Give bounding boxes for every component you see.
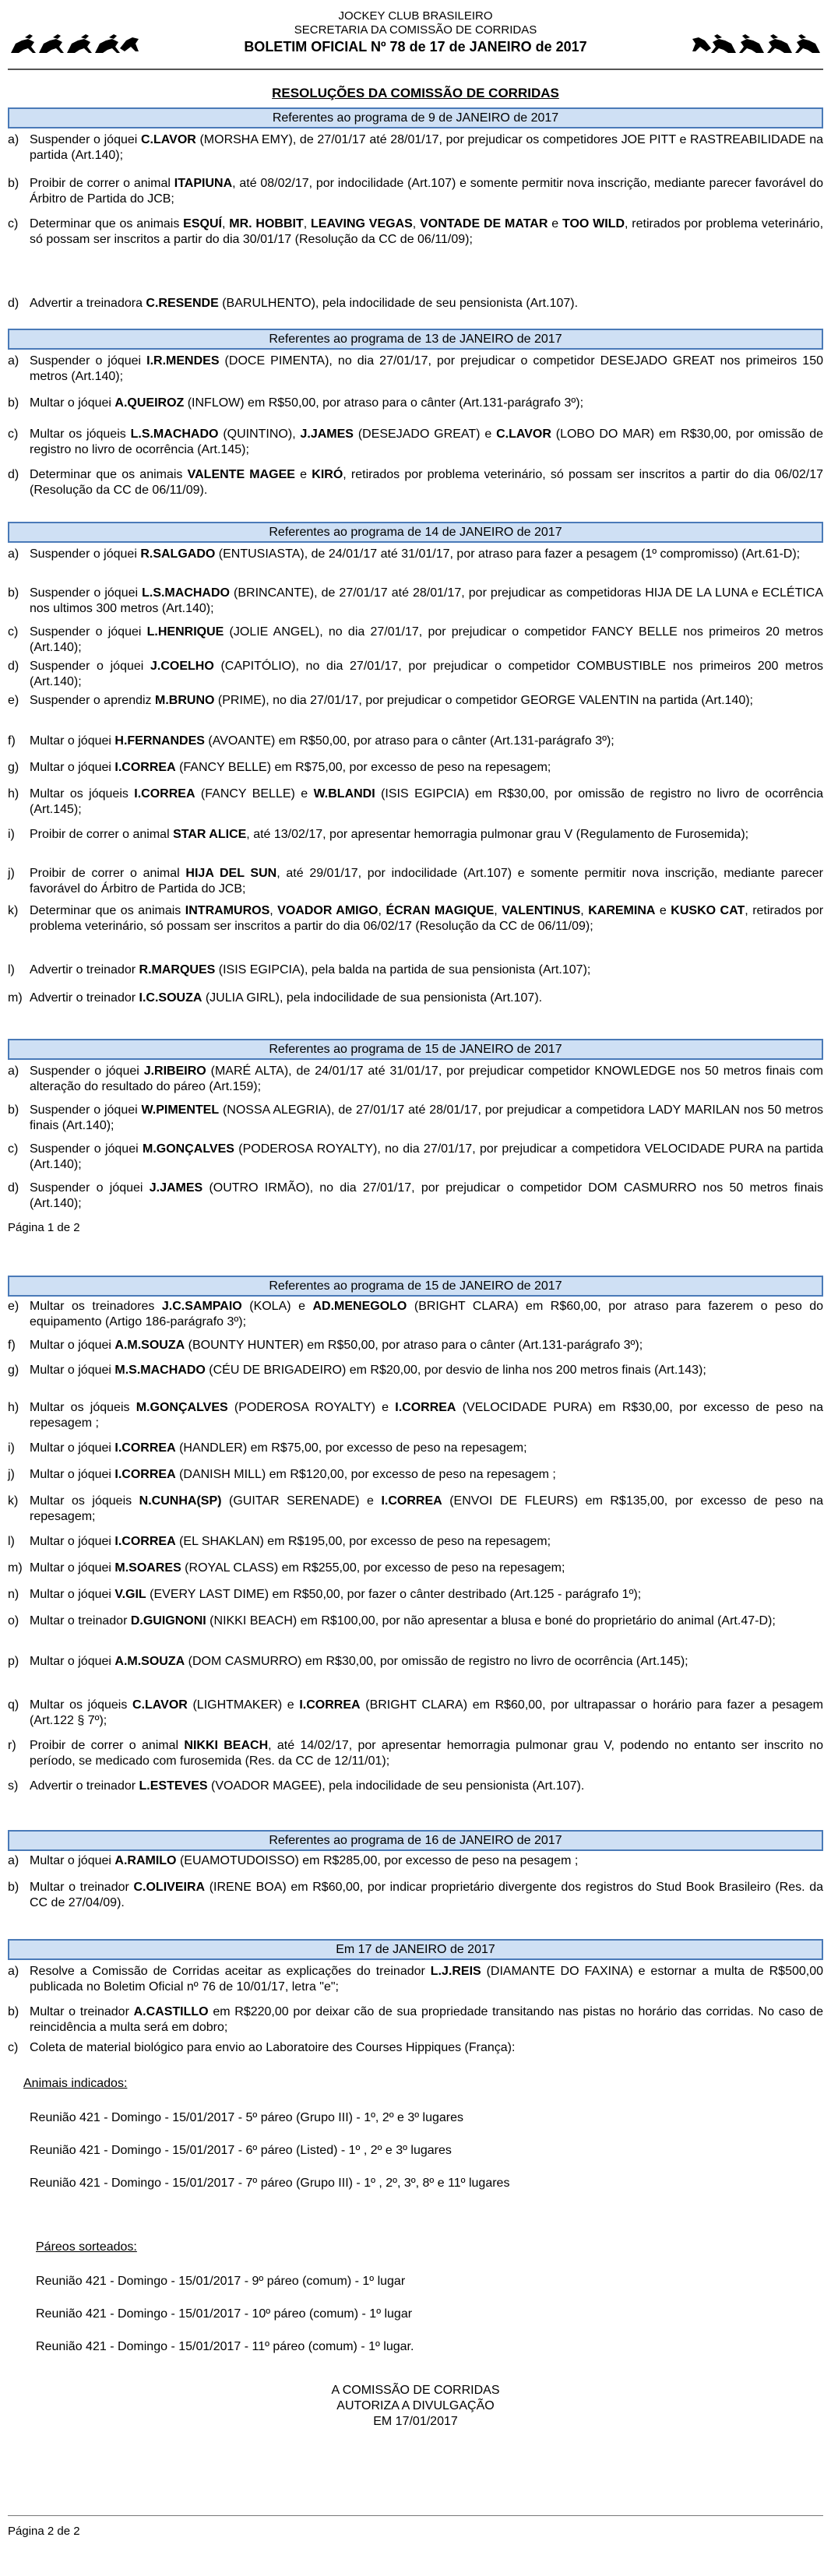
item-label: l)	[8, 1535, 15, 1548]
header-line-2: SECRETARIA DA COMISSÃO DE CORRIDAS	[294, 23, 537, 37]
item-text: Suspender o aprendiz M.BRUNO (PRIME), no dia 27/01/17, por prejudicar o competidor GEORGE VALENTIN na partida (Art.140);	[30, 694, 753, 707]
program-band-17: Em 17 de JANEIRO de 2017	[8, 1939, 823, 1960]
resolution-item	[8, 547, 823, 562]
closing-line-2: AUTORIZA A DIVULGAÇÃO	[336, 2399, 495, 2412]
resolution-item	[8, 1561, 823, 1576]
item-label: a)	[8, 1065, 19, 1078]
item-label: g)	[8, 761, 19, 774]
resolution-item	[8, 467, 823, 498]
item-text: Proibir de correr o animal ITAPIUNA, até 08/02/17, por indocilidade (Art.107) e somente permitir nova inscrição, mediante parecer favorável do Árbitro de Partida do JCB;	[30, 177, 823, 206]
resolution-item	[8, 1142, 823, 1173]
item-label: p)	[8, 1655, 19, 1668]
resolution-item	[8, 1181, 823, 1212]
item-text: Suspender o jóquei L.HENRIQUE (JOLIE ANGEL), no dia 27/01/17, por prejudicar o competidor FANCY BELLE nos primeiros 20 metros (Art.140);	[30, 625, 823, 654]
item-text: Multar o treinador C.OLIVEIRA (IRENE BOA) em R$60,00, por indicar proprietário divergente dos registros do Stud Book Brasileiro (Res. da CC de 27/04/09).	[30, 1881, 824, 1909]
item-text: Multar o jóquei I.CORREA (HANDLER) em R$75,00, por excesso de peso na repesagem;	[30, 1441, 527, 1455]
item-label: k)	[8, 904, 19, 917]
program-band-13: Referentes ao programa de 13 de JANEIRO de 2017	[8, 329, 823, 350]
program-band-9: Referentes ao programa de 9 de JANEIRO de 2017	[8, 107, 823, 128]
resolution-item	[8, 132, 823, 164]
item-label: d)	[8, 660, 19, 673]
item-label: a)	[8, 133, 19, 146]
page-2	[0, 1269, 831, 2576]
item-text: Suspender o jóquei R.SALGADO (ENTUSIASTA), de 24/01/17 até 31/01/17, por atraso para fazer a pesagem (1º compromisso) (Art.61-D);	[30, 547, 801, 561]
resolution-item	[8, 1880, 823, 1911]
program-band-15-a: Referentes ao programa de 15 de JANEIRO de 2017	[8, 1039, 823, 1060]
page-1-number: Página 1 de 2	[8, 1221, 80, 1234]
item-text: Suspender o jóquei L.S.MACHADO (BRINCANTE), de 27/01/17 até 28/01/17, por prejudicar as competidoras HIJA DE LA LUNA e ECLÉTICA nos ultimos 300 metros (Art.140);	[30, 586, 824, 615]
item-text: Advertir o treinador I.C.SOUZA (JULIA GIRL), pela indocilidade de sua pensionista (Art.107).	[30, 991, 543, 1005]
item-text: Multar o jóquei V.GIL (EVERY LAST DIME) em R$50,00, por fazer o cânter destribado (Art.125 - parágrafo 1º);	[30, 1588, 642, 1601]
item-text: Multar o treinador A.CASTILLO em R$220,00 por deixar cão de sua propriedade transitando nas pistas no horário das corridas. No caso de reincidência a multa será em dobro;	[30, 2005, 823, 2034]
item-label: m)	[8, 991, 23, 1005]
resolution-item	[8, 991, 823, 1006]
item-label: j)	[8, 1468, 15, 1481]
resolution-item	[8, 2004, 823, 2036]
resolution-item	[8, 1654, 823, 1670]
item-text: Suspender o jóquei J.JAMES (OUTRO IRMÃO), no dia 27/01/17, por prejudicar o competidor DOM CASMURRO nos 50 metros finais (Art.140);	[30, 1181, 824, 1210]
item-label: b)	[8, 1103, 19, 1117]
item-label: j)	[8, 867, 15, 880]
item-text: Suspender o jóquei W.PIMENTEL (NOSSA ALEGRIA), de 27/01/17 até 28/01/17, por prejudicar a competidora LADY MARILAN nos 50 metros finais (Art.140);	[30, 1103, 823, 1132]
resolution-item	[8, 1064, 823, 1095]
pareos-title: Páreos sorteados:	[36, 2240, 137, 2254]
resolution-item	[8, 396, 823, 411]
item-label: b)	[8, 2005, 19, 2018]
item-text: Multar o jóquei H.FERNANDES (AVOANTE) em R$50,00, por atraso para o cânter (Art.131-parágrafo 3º);	[30, 734, 614, 748]
item-text: Determinar que os animais INTRAMUROS, VOADOR AMIGO, ÉCRAN MAGIQUE, VALENTINUS, KAREMINA e KUSKO CAT, retirados por problema veterinário, só possam ser inscritos a partir do dia 06/02/17 (Resolução da CC de 06/11/09);	[30, 904, 824, 933]
item-text: Multar os jóqueis I.CORREA (FANCY BELLE) e W.BLANDI (ISIS EGIPCIA) em R$30,00, por omissão de registro no livro de ocorrência (Art.145);	[30, 787, 824, 816]
item-label: e)	[8, 1300, 19, 1313]
item-label: b)	[8, 586, 19, 600]
resolution-item	[8, 962, 823, 978]
resolution-item	[8, 1853, 823, 1869]
item-label: f)	[8, 734, 16, 748]
item-label: b)	[8, 396, 19, 410]
item-label: o)	[8, 1614, 19, 1628]
pareos-line-1: Reunião 421 - Domingo - 15/01/2017 - 9º páreo (comum) - 1º lugar	[36, 2275, 406, 2288]
item-text: Advertir a treinadora C.RESENDE (BARULHENTO), pela indocilidade de seu pensionista (Art.107).	[30, 297, 579, 310]
resolution-item	[8, 625, 823, 656]
item-text: Multar o jóquei I.CORREA (DANISH MILL) em R$120,00, por excesso de peso na repesagem ;	[30, 1468, 556, 1481]
page-1-content	[8, 0, 823, 1269]
item-text: Multar o jóquei M.S.MACHADO (CÉU DE BRIGADEIRO) em R$20,00, por desvio de linha nos 200 metros finais (Art.143);	[30, 1364, 706, 1377]
item-label: e)	[8, 694, 19, 707]
resolution-item	[8, 427, 823, 458]
item-text: Advertir o treinador L.ESTEVES (VOADOR MAGEE), pela indocilidade de seu pensionista (Art.107).	[30, 1779, 585, 1793]
item-label: i)	[8, 1441, 15, 1455]
resolution-item	[8, 866, 823, 897]
item-text: Multar os jóqueis M.GONÇALVES (PODEROSA ROYALTY) e I.CORREA (VELOCIDADE PURA) em R$30,00, por excesso de peso na repesagem ;	[30, 1401, 824, 1430]
item-text: Multar o jóquei M.SOARES (ROYAL CLASS) em R$255,00, por excesso de peso na repesagem;	[30, 1561, 565, 1575]
resolution-item	[8, 1338, 823, 1353]
item-text: Multar os jóqueis L.S.MACHADO (QUINTINO), J.JAMES (DESEJADO GREAT) e C.LAVOR (LOBO DO MAR) em R$30,00, por omissão de registro no livro de ocorrência (Art.145);	[30, 428, 823, 456]
animais-line-2: Reunião 421 - Domingo - 15/01/2017 - 6º páreo (Listed) - 1º , 2º e 3º lugares	[30, 2144, 452, 2157]
resolution-item	[8, 1587, 823, 1603]
item-label: d)	[8, 468, 19, 481]
animais-line-1: Reunião 421 - Domingo - 15/01/2017 - 5º páreo (Grupo III) - 1º, 2º e 3º lugares	[30, 2111, 464, 2124]
item-label: c)	[8, 217, 19, 231]
resolution-item	[8, 760, 823, 776]
item-label: a)	[8, 547, 19, 561]
item-text: Advertir o treinador R.MARQUES (ISIS EGIPCIA), pela balda na partida de sua pensionista (Art.107);	[30, 963, 591, 977]
item-text: Multar os jóqueis C.LAVOR (LIGHTMAKER) e I.CORREA (BRIGHT CLARA) em R$60,00, por ultrapassar o horário para fazer a pesagem (Art.122 § 7º);	[30, 1698, 824, 1727]
item-text: Multar o jóquei A.M.SOUZA (BOUNTY HUNTER) em R$50,00, por atraso para o cânter (Art.131-parágrafo 3º);	[30, 1339, 643, 1352]
item-label: g)	[8, 1364, 19, 1377]
resolution-item	[8, 1534, 823, 1550]
animais-title: Animais indicados:	[23, 2077, 128, 2090]
item-text: Multar o treinador D.GUIGNONI (NIKKI BEACH) em R$100,00, por não apresentar a blusa e boné do proprietário do animal (Art.47-D);	[30, 1614, 776, 1628]
program-band-16: Referentes ao programa de 16 de JANEIRO de 2017	[8, 1830, 823, 1851]
resolution-item	[8, 1614, 823, 1629]
page-1	[0, 0, 831, 1269]
page-2-content	[8, 1269, 823, 2576]
item-text: Proibir de correr o animal STAR ALICE, até 13/02/17, por apresentar hemorragia pulmonar grau V (Regulamento de Furosemida);	[30, 828, 749, 841]
resolution-item	[8, 1964, 823, 1995]
racing-horses-icon	[691, 30, 823, 58]
item-label: h)	[8, 787, 19, 801]
item-label: q)	[8, 1698, 19, 1712]
item-text: Multar os jóqueis N.CUNHA(SP) (GUITAR SERENADE) e I.CORREA (ENVOI DE FLEURS) em R$135,00, por excesso de peso na repesagem;	[30, 1494, 824, 1523]
item-label: a)	[8, 1854, 19, 1867]
resolution-item	[8, 1363, 823, 1378]
item-label: l)	[8, 963, 15, 977]
item-label: a)	[8, 1965, 19, 1978]
item-text: Suspender o jóquei J.RIBEIRO (MARÉ ALTA), de 24/01/17 até 31/01/17, por prejudicar competidor KNOWLEDGE nos 50 metros finais com alteração do resultado do páreo (Art.159);	[30, 1065, 823, 1093]
resolution-item	[8, 216, 823, 248]
pareos-line-2: Reunião 421 - Domingo - 15/01/2017 - 10º páreo (comum) - 1º lugar	[36, 2307, 413, 2321]
item-text: Proibir de correr o animal HIJA DEL SUN, até 29/01/17, por indocilidade (Art.107) e somente permitir nova inscrição, mediante parecer favorável do Árbitro de Partida do JCB;	[30, 867, 823, 896]
resolution-item	[8, 787, 823, 818]
resolution-item	[8, 586, 823, 617]
item-text: Resolve a Comissão de Corridas aceitar as explicações do treinador L.J.REIS (DIAMANTE DO FAXINA) e estornar a multa de R$500,00 publicada no Boletim Oficial nº 76 de 10/01/17, letra "e";	[30, 1965, 824, 1994]
item-text: Suspender o jóquei J.COELHO (CAPITÓLIO), no dia 27/01/17, por prejudicar o competidor COMBUSTIBLE nos primeiros 200 metros (Art.140);	[30, 660, 824, 688]
resolution-item	[8, 1738, 823, 1769]
item-label: h)	[8, 1401, 19, 1414]
item-label: i)	[8, 828, 15, 841]
item-text: Multar o jóquei A.M.SOUZA (DOM CASMURRO) em R$30,00, por omissão de registro no livro de ocorrência (Art.145);	[30, 1655, 688, 1668]
resolution-item	[8, 693, 823, 709]
item-label: m)	[8, 1561, 23, 1575]
resolution-item	[8, 734, 823, 749]
section-title: RESOLUÇÕES DA COMISSÃO DE CORRIDAS	[272, 86, 559, 100]
item-label: a)	[8, 354, 19, 368]
closing-line-3: EM 17/01/2017	[373, 2415, 458, 2428]
item-text: Multar o jóquei A.QUEIROZ (INFLOW) em R$50,00, por atraso para o cânter (Art.131-parágrafo 3º);	[30, 396, 584, 410]
item-label: c)	[8, 2041, 19, 2054]
resolution-item	[8, 659, 823, 690]
resolution-item	[8, 1698, 823, 1729]
bulletin-title: BOLETIM OFICIAL Nº 78 de 17 de JANEIRO de 2017	[244, 39, 587, 55]
racing-horses-icon	[8, 30, 140, 58]
resolution-item	[8, 1400, 823, 1431]
bulletin-header	[8, 6, 823, 64]
resolution-item	[8, 1467, 823, 1483]
resolution-item	[8, 2040, 823, 2056]
resolution-item	[8, 296, 823, 311]
item-label: d)	[8, 1181, 19, 1195]
item-text: Determinar que os animais VALENTE MAGEE e KIRÓ, retirados por problema veterinário, só possam ser inscritos a partir do dia 06/02/17 (Resolução da CC de 06/11/09).	[30, 468, 824, 497]
resolution-item	[8, 827, 823, 843]
program-band-15-b: Referentes ao programa de 15 de JANEIRO de 2017	[8, 1276, 823, 1297]
item-label: f)	[8, 1339, 16, 1352]
item-text: Suspender o jóquei C.LAVOR (MORSHA EMY), de 27/01/17 até 28/01/17, por prejudicar os competidores JOE PITT e RASTREABILIDADE na partida (Art.140);	[30, 133, 824, 162]
footer-divider	[8, 2515, 823, 2516]
item-text: Suspender o jóquei M.GONÇALVES (PODEROSA ROYALTY), no dia 27/01/17, por prejudicar a competidora VELOCIDADE PURA na partida (Art.140);	[30, 1142, 824, 1171]
pareos-line-3: Reunião 421 - Domingo - 15/01/2017 - 11º páreo (comum) - 1º lugar.	[36, 2340, 414, 2353]
item-text: Multar o jóquei A.RAMILO (EUAMOTUDOISSO) em R$285,00, por excesso de peso na pesagem ;	[30, 1854, 579, 1867]
item-text: Suspender o jóquei I.R.MENDES (DOCE PIMENTA), no dia 27/01/17, por prejudicar o competidor DESEJADO GREAT nos primeiros 150 metros (Art.140);	[30, 354, 823, 383]
item-text: Proibir de correr o animal NIKKI BEACH, até 14/02/17, por apresentar hemorragia pulmonar grau V, podendo no entanto ser inscrito no período, se medicado com furosemida (Res. da CC de 12/11/01);	[30, 1739, 823, 1768]
item-text: Determinar que os animais ESQUÍ, MR. HOBBIT, LEAVING VEGAS, VONTADE DE MATAR e TOO WILD, retirados por problema veterinário, só possam ser inscritos a partir do dia 30/01/17 (Resolução da CC de 06/11/09);	[30, 217, 824, 246]
item-text: Multar o jóquei I.CORREA (EL SHAKLAN) em R$195,00, por excesso de peso na repesagem;	[30, 1535, 551, 1548]
item-label: c)	[8, 428, 19, 441]
resolution-item	[8, 1441, 823, 1456]
item-label: b)	[8, 1881, 19, 1894]
item-label: c)	[8, 625, 19, 639]
resolution-item	[8, 1103, 823, 1134]
item-text: Multar o jóquei I.CORREA (FANCY BELLE) em R$75,00, por excesso de peso na repesagem;	[30, 761, 551, 774]
program-band-14: Referentes ao programa de 14 de JANEIRO de 2017	[8, 522, 823, 543]
resolution-item	[8, 1779, 823, 1794]
item-text: Coleta de material biológico para envio ao Laboratoire des Courses Hippiques (França):	[30, 2041, 516, 2054]
resolution-item	[8, 1494, 823, 1525]
animais-line-3: Reunião 421 - Domingo - 15/01/2017 - 7º páreo (Grupo III) - 1º , 2º, 3º, 8º e 11º lugares	[30, 2177, 510, 2190]
closing-line-1: A COMISSÃO DE CORRIDAS	[331, 2384, 500, 2397]
item-label: r)	[8, 1739, 16, 1752]
item-label: d)	[8, 297, 19, 310]
item-text: Multar os treinadores J.C.SAMPAIO (KOLA) e AD.MENEGOLO (BRIGHT CLARA) em R$60,00, por atraso para fazerem o peso do equipamento (Artigo 186-parágrafo 3º);	[30, 1300, 824, 1328]
resolution-item	[8, 903, 823, 934]
page-2-number: Página 2 de 2	[8, 2525, 80, 2538]
item-label: s)	[8, 1779, 19, 1793]
resolution-item	[8, 354, 823, 385]
item-label: c)	[8, 1142, 19, 1156]
header-text	[164, 9, 667, 56]
resolution-item	[8, 1299, 823, 1330]
header-line-1: JOCKEY CLUB BRASILEIRO	[338, 9, 493, 23]
resolution-item	[8, 176, 823, 207]
item-label: n)	[8, 1588, 19, 1601]
header-divider	[8, 69, 823, 70]
item-label: b)	[8, 177, 19, 190]
item-label: k)	[8, 1494, 19, 1508]
